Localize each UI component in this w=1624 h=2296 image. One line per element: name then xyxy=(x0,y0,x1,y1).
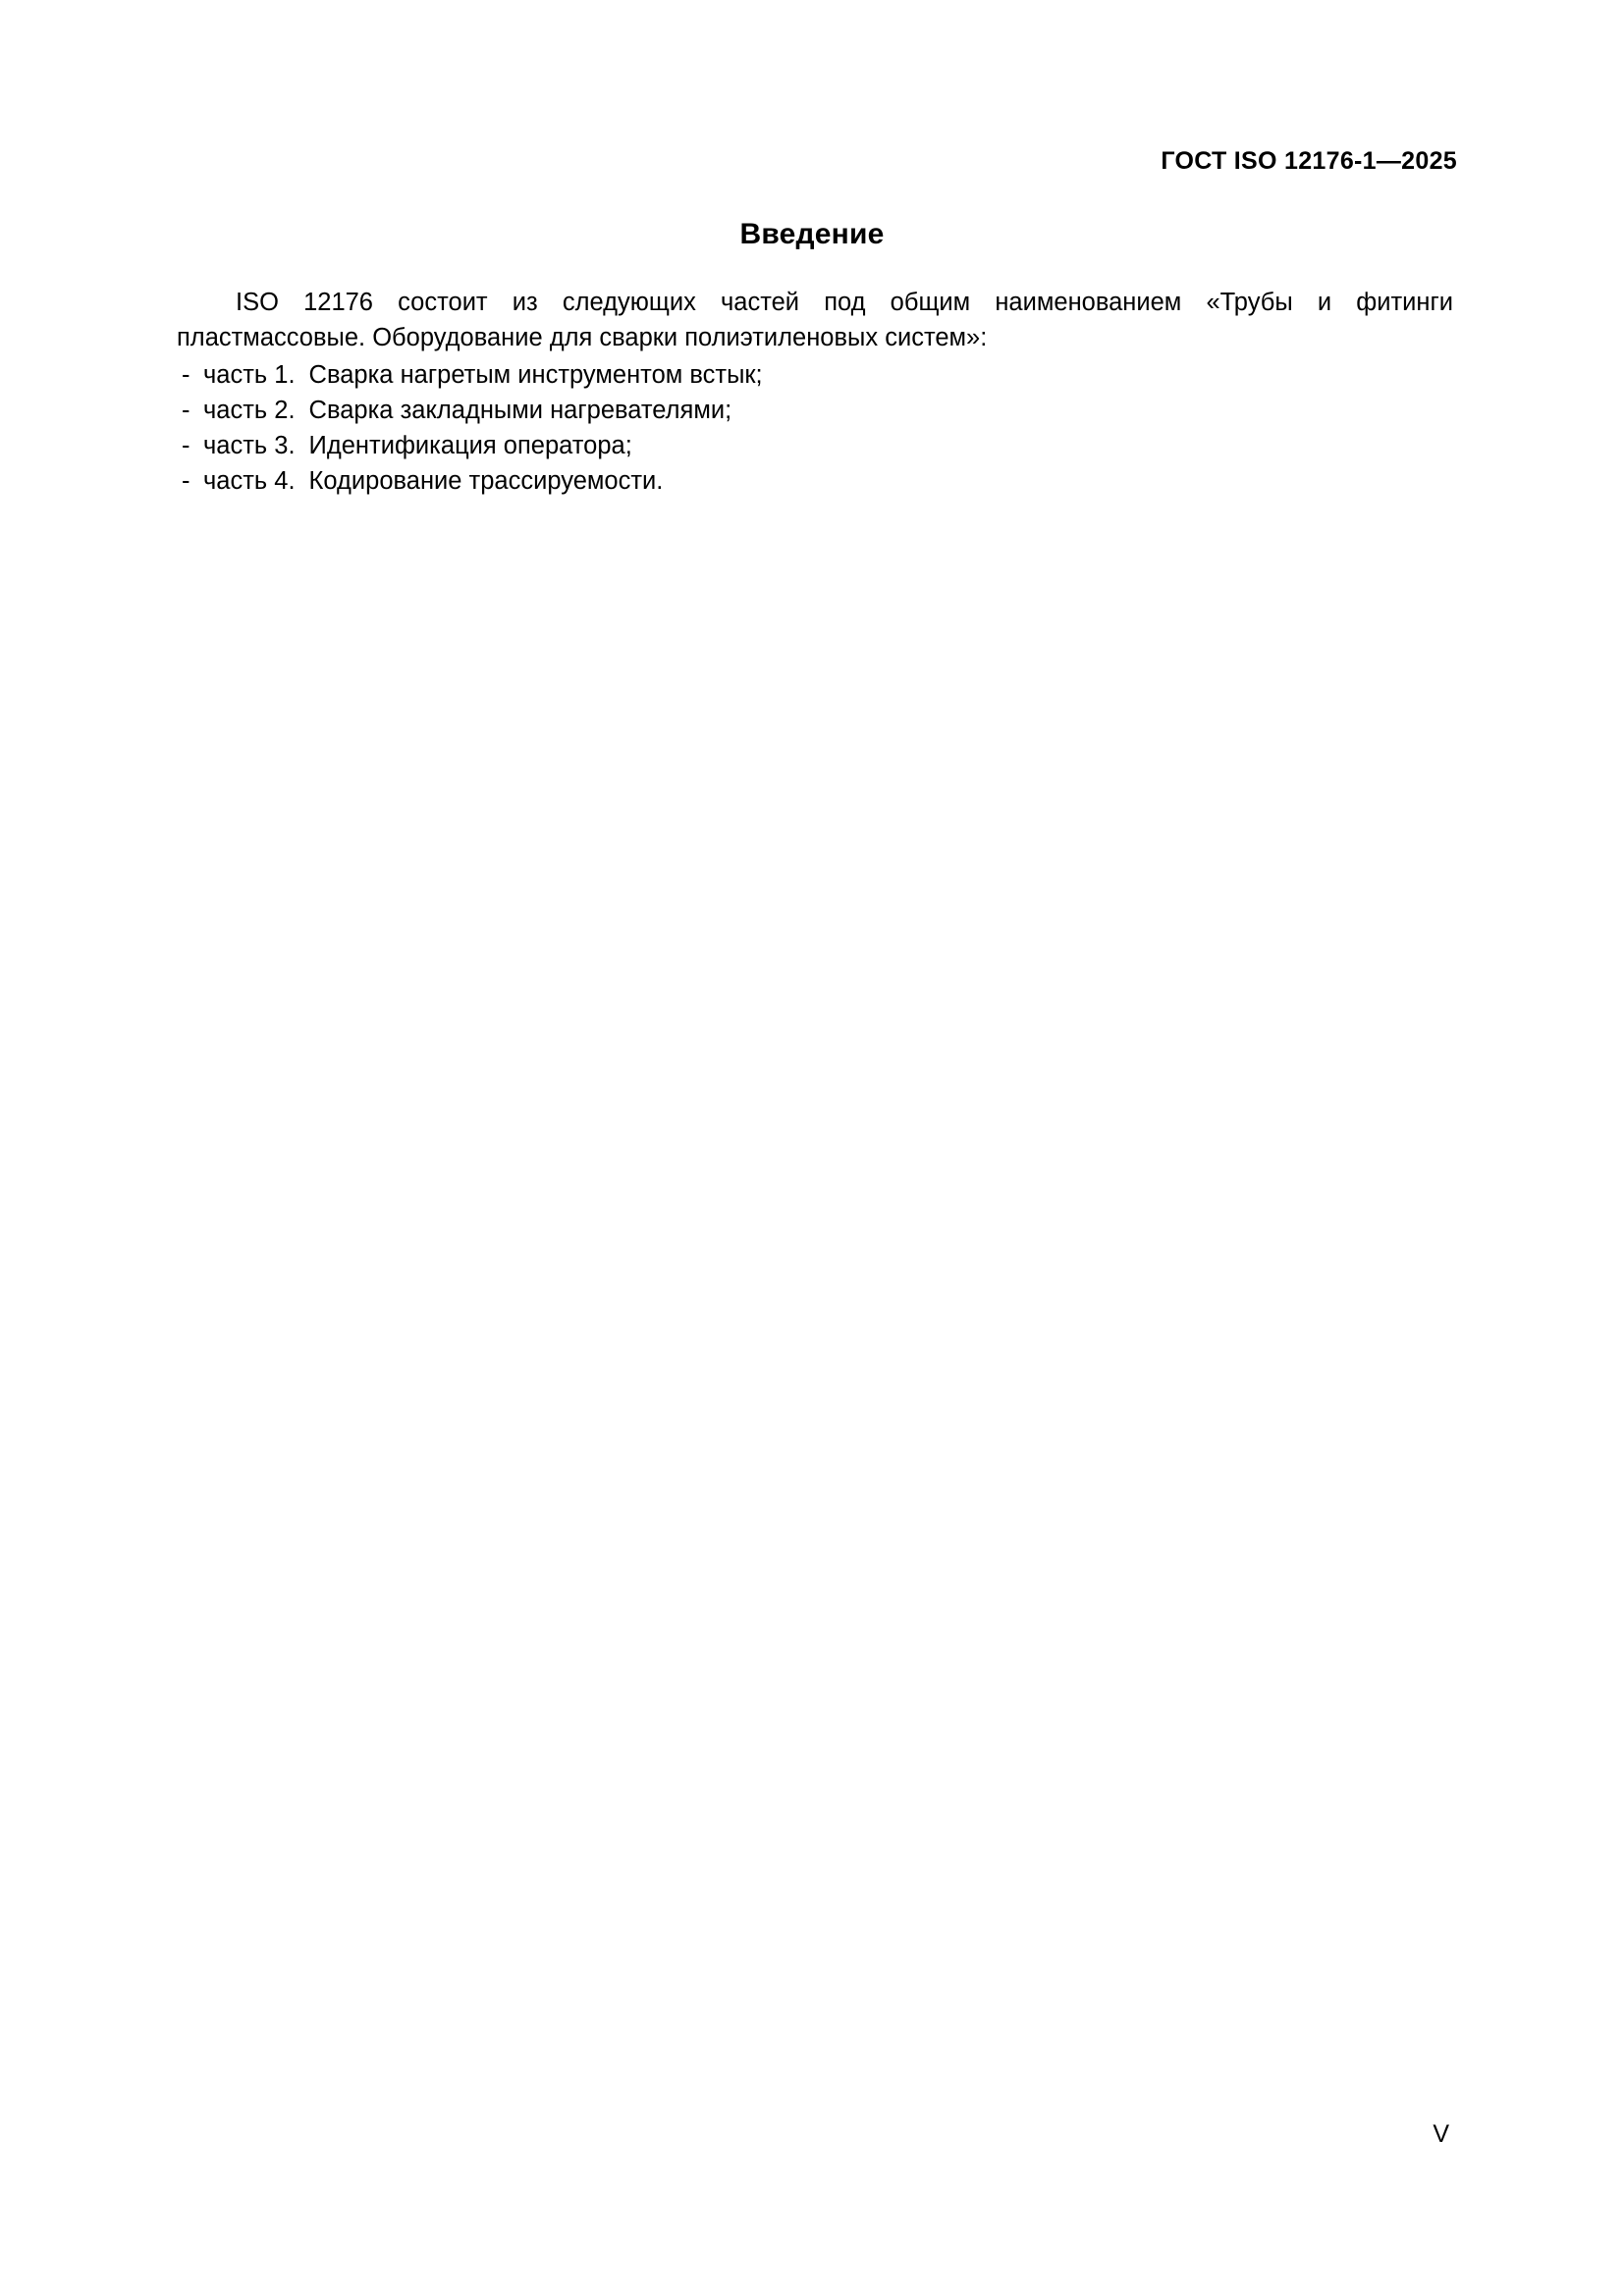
list-item-text: Сварка закладными нагревателями; xyxy=(308,397,732,424)
list-item xyxy=(177,463,1453,499)
section-title: Введение xyxy=(739,218,885,250)
list-bullet-dash: - xyxy=(182,467,190,495)
list-bullet-dash: - xyxy=(182,397,190,424)
list-item-label: часть 2. xyxy=(203,397,296,424)
list-item-label: часть 4. xyxy=(203,467,296,495)
page-number: V xyxy=(1433,2120,1449,2148)
list-item-label: часть 3. xyxy=(203,432,296,459)
list-bullet-dash: - xyxy=(182,432,190,459)
parts-list xyxy=(177,357,1453,499)
list-item xyxy=(177,357,1453,393)
intro-paragraph: ISO 12176 состоит из следующих частей под общим наименованием «Трубы и фитинги пластмассовые. Оборудование для сварки полиэтиленовых систем»: xyxy=(177,289,1453,351)
list-item-label: часть 1. xyxy=(203,361,296,389)
list-item-text: Сварка нагретым инструментом встык; xyxy=(308,361,763,389)
list-item-text: Кодирование трассируемости. xyxy=(308,467,664,495)
list-item xyxy=(177,428,1453,463)
list-item xyxy=(177,393,1453,428)
page-content xyxy=(177,285,1453,499)
list-bullet-dash: - xyxy=(182,361,190,389)
page-header-standard-number: ГОСТ ISO 12176-1—2025 xyxy=(1161,147,1457,175)
list-item-text: Идентификация оператора; xyxy=(308,432,632,459)
